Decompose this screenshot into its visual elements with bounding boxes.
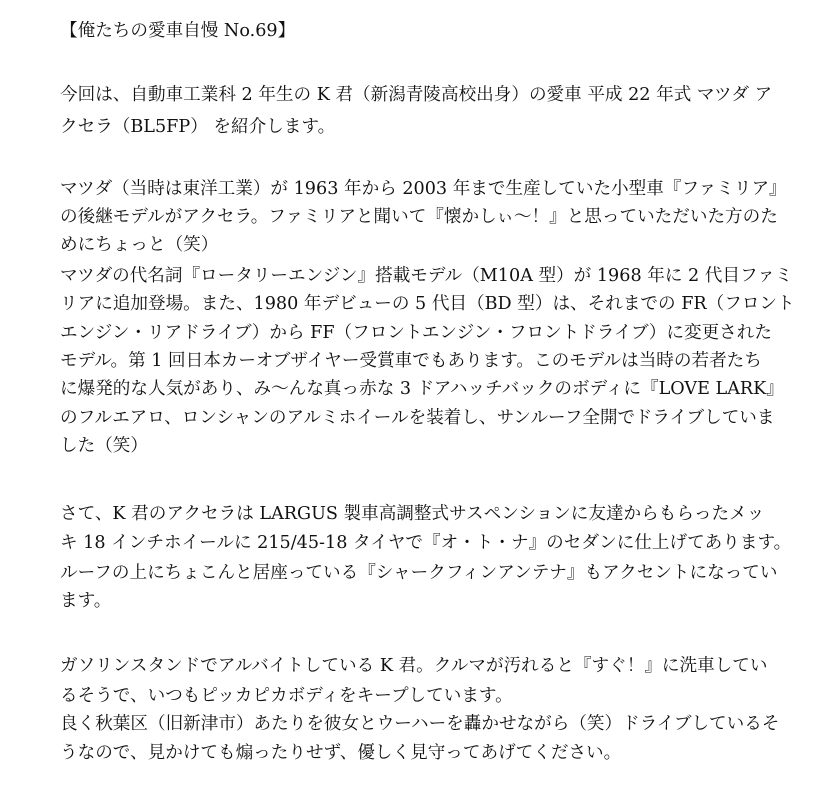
text-line: に爆発的な人気があり、み〜んな真っ赤な 3 ドアハッチバックのボディに『LOVE LARK』 [60,379,784,399]
article-title: 【俺たちの愛車自慢 No.69】 [60,21,296,41]
text-line: ルーフの上にちょこんと居座っている『シャークフィンアンテナ』もアクセントになってい [60,563,778,583]
text-line: ます。 [60,591,112,611]
text-line: のフルエアロ、ロンシャンのアルミホイールを装着し、サンルーフ全開でドライブしていま [60,408,775,428]
text-line: うなので、見かけても煽ったりせず、優しく見守ってあげてください。 [60,743,622,763]
text-line: 良く秋葉区（旧新津市）あたりを彼女とウーハーを轟かせながら（笑）ドライブしているそ [60,714,780,734]
text-line: めにちょっと（笑） [60,235,219,255]
text-line: マツダの代名詞『ロータリーエンジン』搭載モデル（M10A 型）が 1968 年に 2 代目ファミ [60,266,793,286]
text-line: 今回は、自動車工業科 2 年生の K 君（新潟青陵高校出身）の愛車 平成 22 年式 マツダ ア [60,85,773,105]
text-line: ガソリンスタンドでアルバイトしている K 君。クルマが汚れると『すぐ！』に洗車してい [60,656,768,676]
text-line: した（笑） [60,436,148,456]
text-line: クセラ（BL5FP） を紹介します。 [60,117,336,137]
text-line: エンジン・リアドライブ）から FF（フロントエンジン・フロントドライブ）に変更された [60,323,772,343]
text-line: マツダ（当時は東洋工業）が 1963 年から 2003 年まで生産していた小型車『ファミリア』 [60,179,787,199]
text-line: リアに追加登場。また、1980 年デビューの 5 代目（BD 型）は、それまでの FR（フロント [60,294,795,314]
text-line: モデル。第 1 回日本カーオブザイヤー受賞車でもあります。このモデルは当時の若者たち [60,351,762,371]
text-line: さて、K 君のアクセラは LARGUS 製車高調整式サスペンションに友達からもらったメッ [60,504,765,524]
text-line: の後継モデルがアクセラ。ファミリアと聞いて『懐かしぃ〜！』と思っていただいた方のた [60,207,778,227]
text-line: キ 18 インチホイールに 215/45-18 タイヤで『オ・ト・ナ』のセダンに仕上げてあります。 [60,533,792,553]
text-line: るそうで、いつもピッカピカボディをキープしています。 [60,686,513,706]
